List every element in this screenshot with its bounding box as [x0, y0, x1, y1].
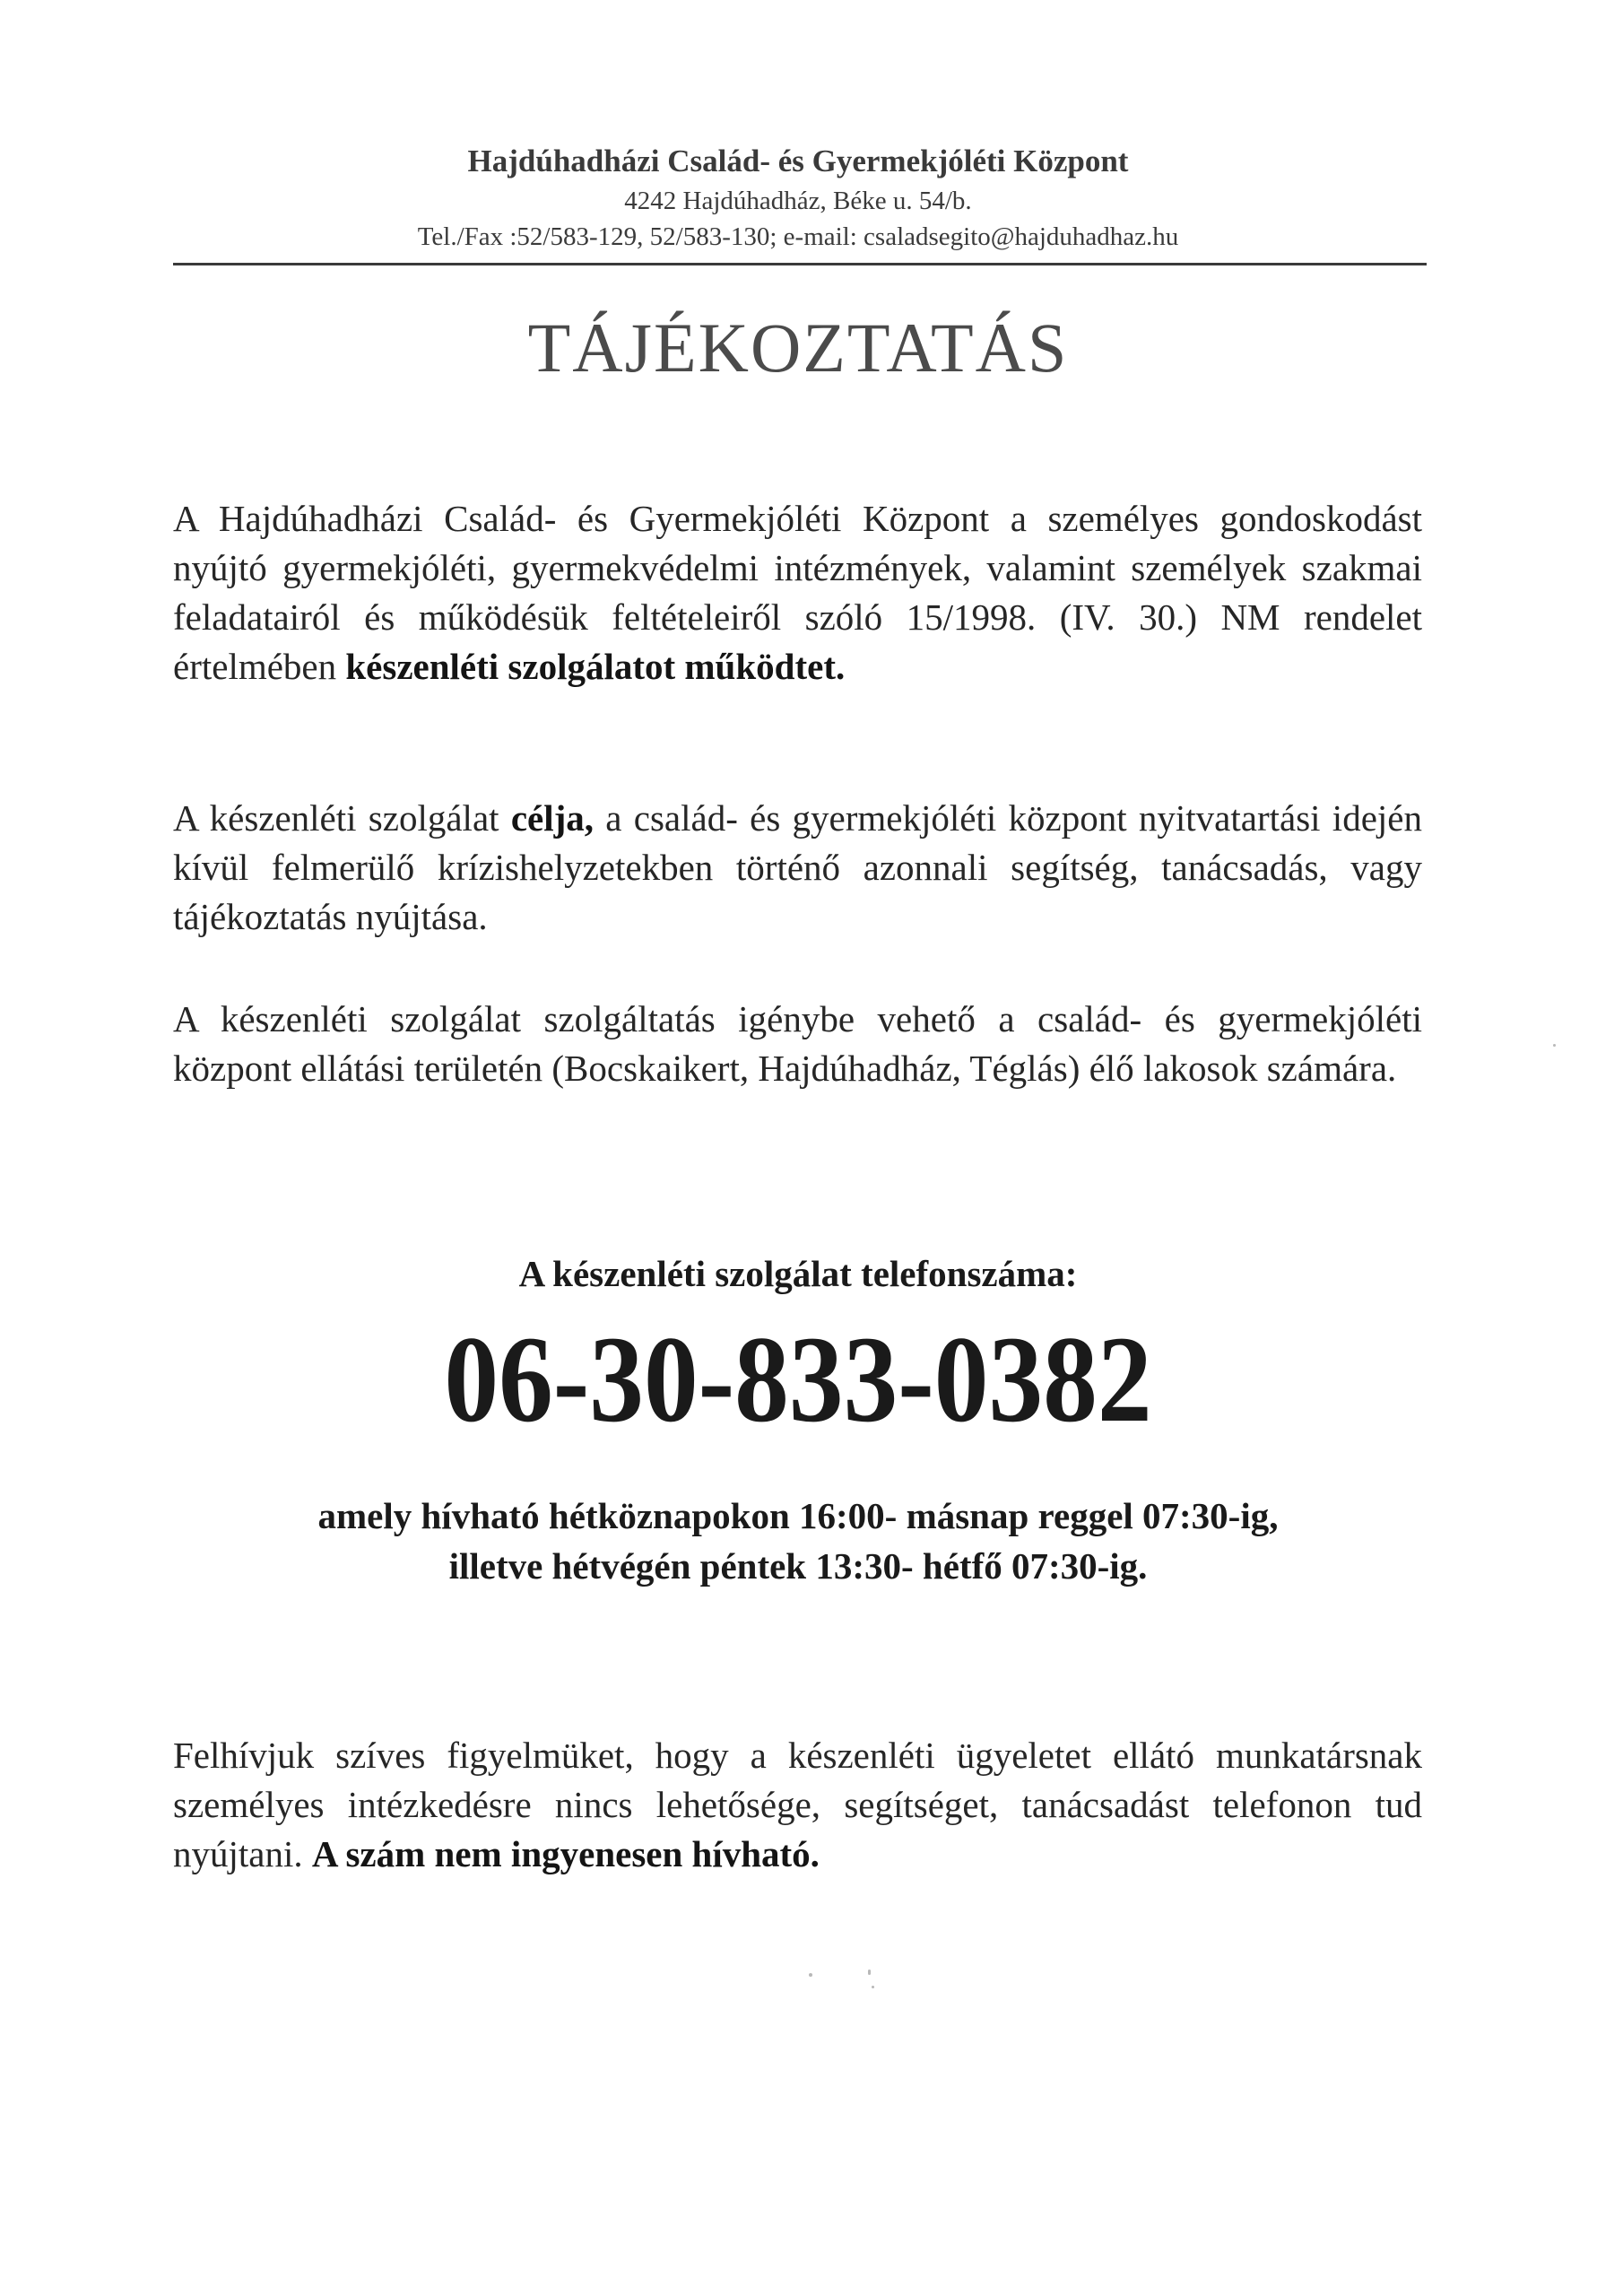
paragraph-purpose-start: A készenléti szolgálat — [173, 797, 511, 839]
paragraph-notice — [173, 1731, 1422, 1879]
scan-speck — [868, 1970, 871, 1975]
letterhead-divider — [173, 263, 1427, 265]
service-hours-weekend: illetve hétvégén péntek 13:30- hétfő 07:30-ig. — [448, 1545, 1148, 1587]
scan-speck — [872, 1986, 874, 1988]
service-hours — [170, 1491, 1426, 1591]
letterhead — [170, 140, 1426, 255]
paragraph-notice-emphasis: A szám nem ingyenesen hívható. — [311, 1833, 820, 1874]
paragraph-purpose — [173, 794, 1422, 942]
paragraph-notice-text: Felhívjuk szíves figyelmüket, hogy a készenléti ügyeletet ellátó munkatársnak személyes intézkedésre nincs lehetősége, segítséget, tanácsadást telefonon tud nyújtani. — [173, 1735, 1422, 1874]
paragraph-purpose-emphasis: célja, — [510, 797, 595, 839]
phone-label: A készenléti szolgálat telefonszáma: — [518, 1253, 1078, 1294]
organization-contact: Tel./Fax :52/583-129, 52/583-130; e-mail: csaladsegito@hajduhadhaz.hu — [417, 222, 1179, 251]
organization-name: Hajdúhadházi Család- és Gyermekjóléti Központ — [467, 144, 1129, 178]
paragraph-legal-basis — [173, 494, 1422, 691]
phone-number: 06-30-833-0382 — [444, 1310, 1152, 1448]
paragraph-purpose-end: a család- és gyermekjóléti központ nyitvatartási idején kívül felmerülő krízishelyzetekben történő azonnali segítség, tanácsadás, vagy tájékoztatás nyújtása. — [173, 797, 1422, 937]
paragraph-legal-basis-text: A Hajdúhadházi Család- és Gyermekjóléti Központ a személyes gondoskodást nyújtó gyermekjóléti, gyermekvédelmi intézmények, valamint személyek szakmai feladatairól és működésük feltételeiről szóló 15/1998. (IV. 30.) NM rendelet értelmében — [173, 498, 1422, 687]
organization-address: 4242 Hajdúhadház, Béke u. 54/b. — [624, 187, 972, 215]
scan-speck — [1553, 1044, 1556, 1047]
paragraph-service-area: A készenléti szolgálat szolgáltatás igénybe vehető a család- és gyermekjóléti központ ellátási területén (Bocskaikert, Hajdúhadház, Téglás) élő lakosok számára. — [173, 998, 1422, 1089]
paragraph-legal-basis-emphasis: készenléti szolgálatot működtet. — [345, 646, 846, 687]
service-hours-weekdays: amely hívható hétköznapokon 16:00- másnap reggel 07:30-ig, — [317, 1495, 1279, 1536]
document-title: TÁJÉKOZTATÁS — [527, 309, 1069, 387]
scan-speck — [809, 1973, 812, 1977]
